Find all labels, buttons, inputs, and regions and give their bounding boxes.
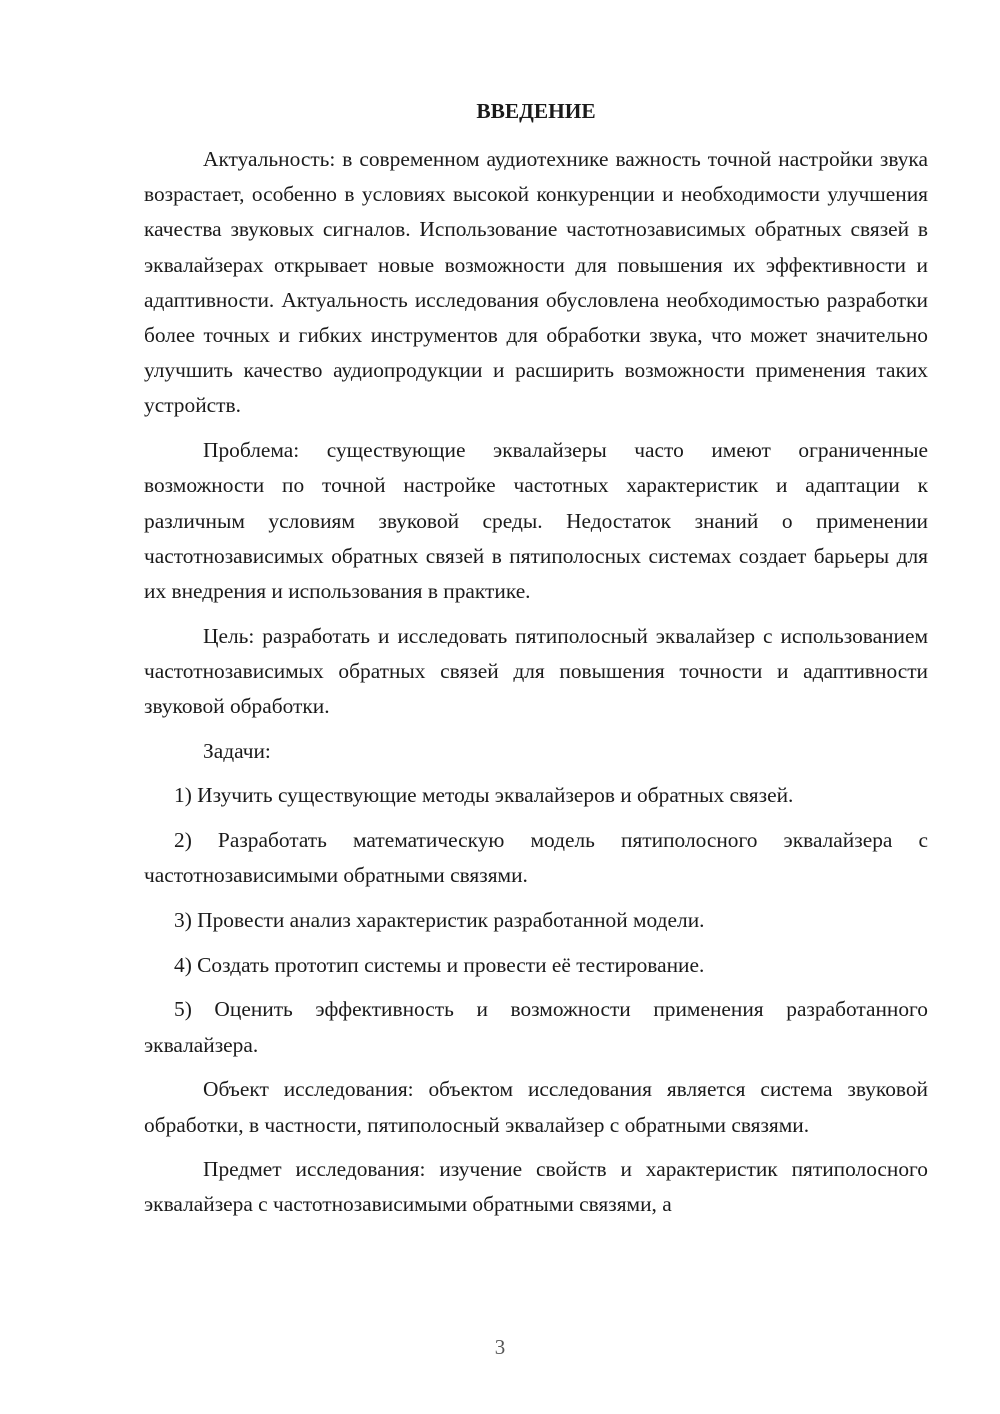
tasks-list (144, 778, 928, 1062)
paragraph-problem: Проблема: существующие эквалайзеры часто имеют ограниченные возможности по точной настройке частотных характеристик и адаптации к различным условиям звуковой среды. Недостаток знаний о применении частотнозависимых обратных связей в пятиполосных системах создает барьеры для их внедрения и использования в практике. (144, 438, 928, 603)
task-item: 2) Разработать математическую модель пятиполосного эквалайзера с частотнозависимыми обратными связями. (144, 828, 928, 888)
paragraph-object: Объект исследования: объектом исследования является система звуковой обработки, в частности, пятиполосный эквалайзер с обратными связями. (144, 1077, 928, 1137)
task-item: 4) Создать прототип системы и провести её тестирование. (174, 952, 705, 977)
paragraph-goal: Цель: разработать и исследовать пятиполосный эквалайзер с использованием частотнозависимых обратных связей для повышения точности и адаптивности звуковой обработки. (144, 623, 928, 719)
page-number: 3 (494, 1335, 506, 1359)
task-item: 1) Изучить существующие методы эквалайзеров и обратных связей. (174, 783, 794, 808)
page-content (144, 97, 928, 1223)
tasks-heading: Задачи: (203, 738, 271, 763)
page-title: ВВЕДЕНИЕ (476, 99, 596, 123)
task-item: 5) Оценить эффективность и возможности применения разработанного эквалайзера. (144, 997, 928, 1057)
paragraph-relevance: Актуальность: в современном аудиотехнике важность точной настройки звука возрастает, особенно в условиях высокой конкуренции и необходимости улучшения качества звуковых сигналов. Использование частотнозависимых обратных связей в эквалайзерах открывает новые возможности для повышения их эффективности и адаптивности. Актуальность исследования обусловлена необходимостью разработки более точных и гибких инструментов для обработки звука, что может значительно улучшить качество аудиопродукции и расширить возможности применения таких устройств. (144, 147, 928, 418)
task-item: 3) Провести анализ характеристик разработанной модели. (174, 908, 705, 933)
paragraph-subject: Предмет исследования: изучение свойств и характеристик пятиполосного эквалайзера с частотнозависимыми обратными связями, а (144, 1157, 928, 1217)
